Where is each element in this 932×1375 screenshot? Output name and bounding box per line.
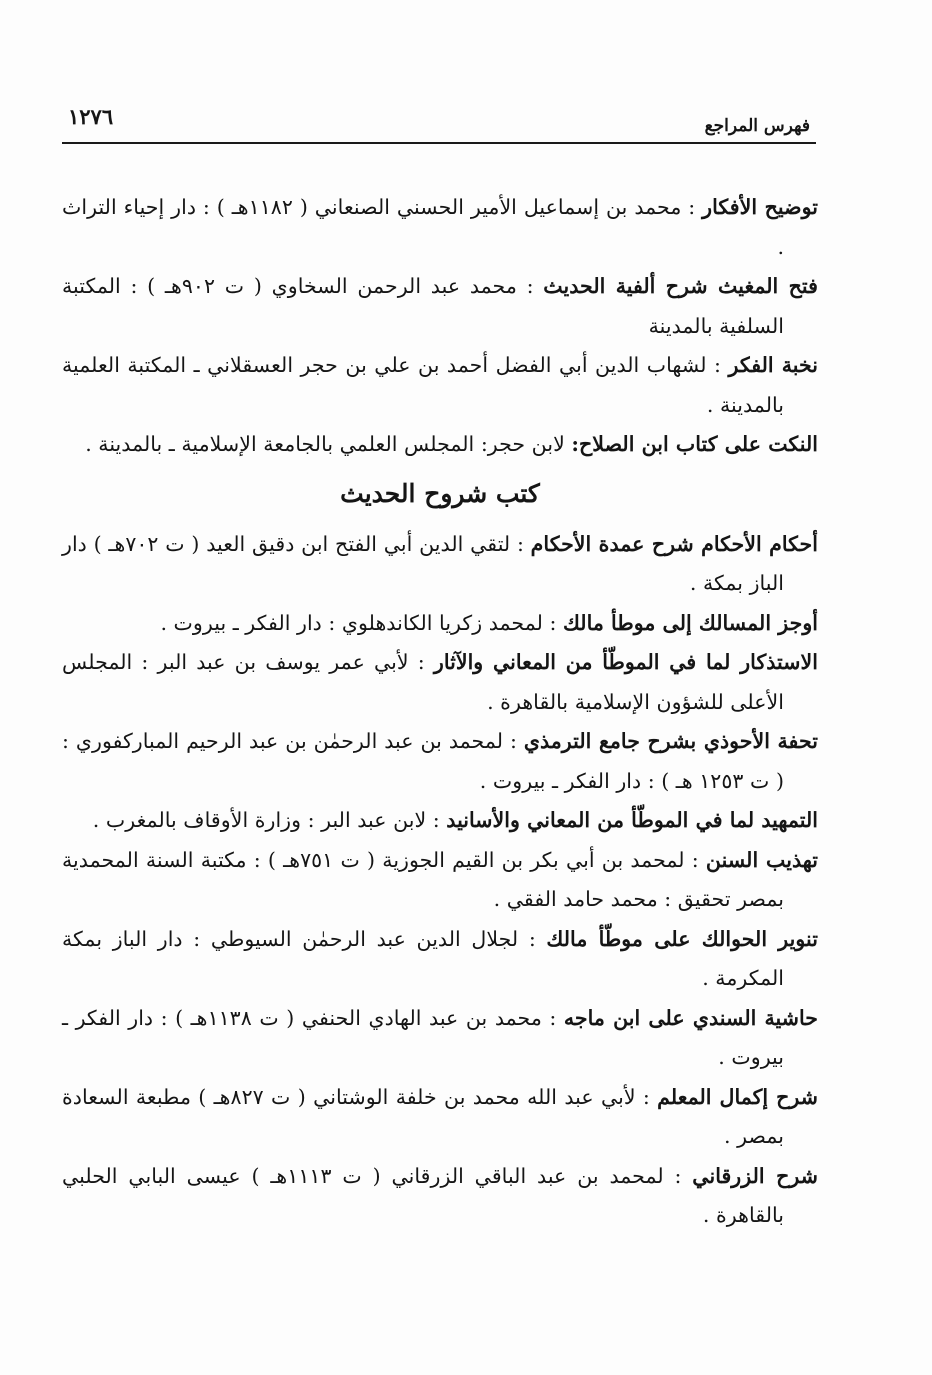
- section-heading: كتب شروح الحديث: [340, 478, 540, 508]
- reference-title: النكت على كتاب ابن الصلاح:: [571, 432, 818, 456]
- reference-title: أوجز المسالك إلى موطأ مالك: [562, 610, 818, 635]
- reference-entry: [62, 188, 818, 267]
- running-title: فهرس المراجع: [704, 116, 810, 136]
- reference-details: : لابن عبد البر : وزارة الأوقاف بالمغرب .: [92, 808, 447, 832]
- reference-details: : لتقي الدين أبي الفتح ابن دقيق العيد ( ت ٧٠٢هـ ) دار الباز بمكة .: [62, 531, 784, 595]
- reference-title: توضيح الأفكار: [702, 195, 818, 219]
- reference-entry: [62, 267, 818, 346]
- reference-details: : محمد عبد الرحمن السخاوي ( ت ٩٠٢هـ ) : المكتبة السلفية بالمدينة: [62, 274, 784, 338]
- reference-entry: [62, 999, 818, 1078]
- reference-title: نخبة الفكر: [728, 353, 818, 377]
- reference-title: فتح المغيث شرح ألفية الحديث: [543, 274, 818, 298]
- reference-entry: [62, 346, 818, 425]
- reference-details: : لمحمد بن عبد الرحمٰن بن عبد الرحيم المباركفوري : ( ت ١٢٥٣ هـ ) : دار الفكر ـ بيروت .: [62, 729, 784, 793]
- references-list: [62, 188, 818, 1236]
- reference-title: حاشية السندي على ابن ماجه: [563, 1005, 819, 1030]
- reference-details: : لجلال الدين عبد الرحمٰن السيوطي : دار الباز بمكة المكرمة .: [62, 926, 784, 990]
- reference-title: أحكام الأحكام شرح عمدة الأحكام: [530, 531, 818, 556]
- reference-entry: [62, 801, 818, 841]
- reference-entry: [62, 643, 818, 722]
- reference-details: : لمحمد زكريا الكاندهلوي : دار الفكر ـ بيروت .: [160, 610, 563, 635]
- reference-details: : لمحمد بن أبي بكر بن القيم الجوزية ( ت ٧٥١هـ ) : مكتبة السنة المحمدية بمصر تحقيق : محمد حامد الفقي .: [62, 847, 784, 911]
- reference-title: شرح الزرقاني: [692, 1163, 819, 1188]
- reference-entry: [62, 1078, 818, 1157]
- reference-entry: [62, 525, 818, 604]
- page-header: [62, 96, 816, 144]
- reference-details: : لأبي عبد الله محمد بن خلفة الوشتاني ( ت ٨٢٧هـ ) مطبعة السعادة بمصر .: [62, 1084, 784, 1148]
- reference-title: تحفة الأحوذي بشرح جامع الترمذي: [523, 729, 818, 753]
- page-number: ١٢٧٦: [68, 104, 114, 129]
- reference-details: : محمد بن عبد الهادي الحنفي ( ت ١١٣٨هـ ) : دار الفكر ـ بيروت .: [62, 1005, 784, 1069]
- reference-entry: [62, 425, 818, 465]
- reference-entry: [62, 722, 818, 801]
- reference-entry: [62, 604, 818, 644]
- reference-details: : لشهاب الدين أبي الفضل أحمد بن علي بن حجر العسقلاني ـ المكتبة العلمية بالمدينة .: [62, 353, 784, 417]
- reference-details: : محمد بن إسماعيل الأمير الحسني الصنعاني ( ١١٨٢هـ ) : دار إحياء التراث .: [62, 195, 784, 259]
- reference-details: : لأبي عمر يوسف بن عبد البر : المجلس الأعلى للشؤون الإسلامية بالقاهرة .: [62, 650, 784, 714]
- reference-details: : لمحمد بن عبد الباقي الزرقاني ( ت ١١١٣هـ ) عيسى البابي الحلبي بالقاهرة .: [62, 1163, 784, 1227]
- reference-entry: [62, 841, 818, 920]
- reference-title: الاستذكار لما في الموطّأ من المعاني والآثار: [433, 650, 818, 674]
- reference-entry: [62, 920, 818, 999]
- reference-entry: [62, 1157, 818, 1236]
- reference-details: لابن حجر: المجلس العلمي بالجامعة الإسلامية ـ بالمدينة .: [85, 432, 572, 456]
- reference-title: تهذيب السنن: [705, 847, 818, 872]
- reference-title: تنوير الحوالك على موطّأ مالك: [546, 926, 818, 951]
- reference-title: شرح إكمال المعلم: [657, 1084, 819, 1109]
- reference-title: التمهيد لما في الموطّأ من المعاني والأسانيد: [446, 808, 818, 832]
